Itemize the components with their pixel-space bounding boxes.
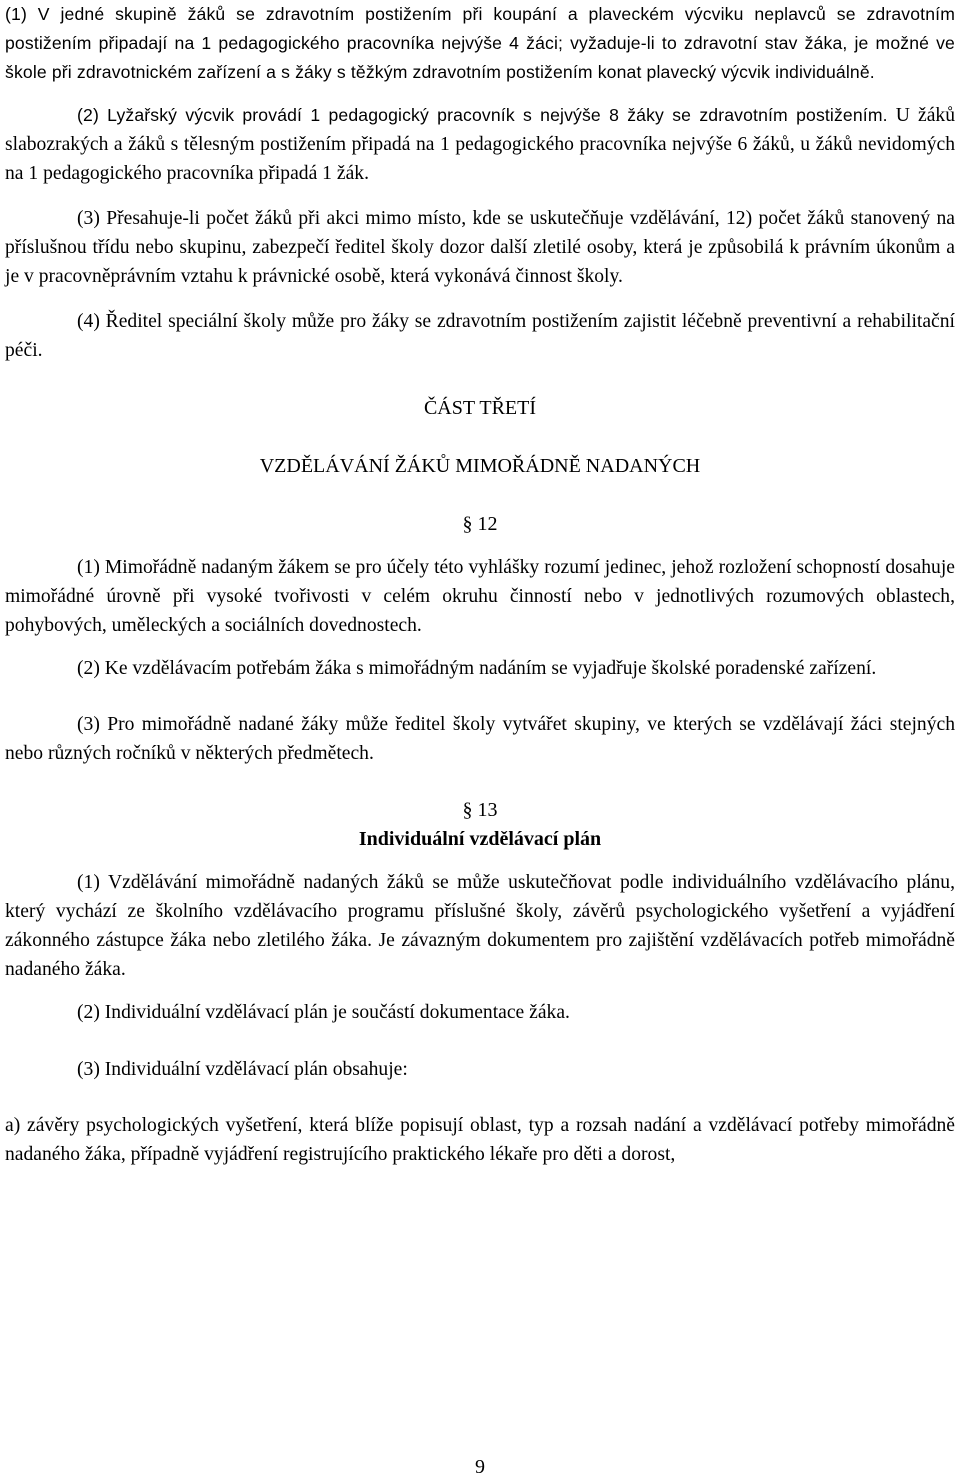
paragraph-11-1-text: V jedné skupině žáků se zdravotním postižením při koupání a plaveckém výcviku neplavců se zdravotním postižením připadají na 1 pedagogického pracovníka nejvýše 4 žáci; vyžaduje-li to zdravotní stav žáka, je možné ve škole při zdravotnickém zařízení a s žáky s těžkým zdravotním postižením konat plavecký výcvik individuálně. — [5, 4, 955, 82]
paragraph-12-3: (3) Pro mimořádně nadané žáky může ředitel školy vytvářet skupiny, ve kterých se vzdělávají žáci stejných nebo různých ročníků v některých předmětech. — [5, 714, 955, 764]
document-page — [5, 0, 955, 1169]
part-title: ČÁST TŘETÍ — [423, 397, 537, 419]
paragraph-11-3: (3) Přesahuje-li počet žáků při akci mimo místo, kde se uskutečňuje vzdělávání, 12) počet žáků stanovený na příslušnou třídu nebo skupinu, zabezpečí ředitel školy dozor další zletilé osoby, která je způsobilá k právním úkonům a je v pracovněprávním vztahu k právnické osobě, která vykonává činnost školy. — [5, 208, 955, 287]
part-subtitle: VZDĚLÁVÁNÍ ŽÁKŮ MIMOŘÁDNĚ NADANÝCH — [259, 455, 701, 477]
paragraph-11-1-label: (1) — [5, 4, 27, 24]
paragraph-11-2 — [5, 101, 955, 188]
paragraph-11-4: (4) Ředitel speciální školy může pro žáky se zdravotním postižením zajistit léčebně preventivní a rehabilitační péči. — [5, 311, 955, 361]
paragraph-12-1: (1) Mimořádně nadaným žákem se pro účely této vyhlášky rozumí jedinec, jehož rozložení schopností dosahuje mimořádné úrovně při vysoké tvořivosti v celém okruhu činností nebo v jednotlivých rozumových oblastech, pohybových, uměleckých a sociálních dovednostech. — [5, 557, 955, 636]
paragraph-11-2-part1: (2) Lyžařský výcvik provádí 1 pedagogický pracovník s nejvýše 8 žáky se zdravotním postižením. — [77, 105, 888, 125]
paragraph-11-1 — [5, 0, 955, 87]
list-item-a: a) závěry psychologických vyšetření, která blíže popisují oblast, typ a rozsah nadání a vzdělávací potřeby mimořádně nadaného žáka, případně vyjádření registrujícího praktického lékaře pro děti a dorost, — [5, 1115, 955, 1165]
paragraph-13-2: (2) Individuální vzdělávací plán je součástí dokumentace žáka. — [77, 1002, 570, 1023]
section-13-heading: § 13 — [462, 799, 498, 821]
paragraph-11-2-part2: U žáků slabozrakých a žáků s tělesným postižením připadá na 1 pedagogického pracovníka nejvýše 6 žáků, u žáků nevidomých na 1 pedagogického pracovníka připadá 1 žák. — [5, 105, 955, 184]
paragraph-13-1: (1) Vzdělávání mimořádně nadaných žáků se může uskutečňovat podle individuálního vzdělávacího plánu, který vychází ze školního vzdělávacího programu příslušné školy, závěrů psychologického vyšetření a vyjádření zákonného zástupce žáka nebo zletilého žáka. Je závazným dokumentem pro zajištění vzdělávacích potřeb mimořádně nadaného žáka. — [5, 872, 955, 980]
section-12-heading: § 12 — [462, 513, 498, 535]
paragraph-13-3: (3) Individuální vzdělávací plán obsahuje: — [77, 1059, 408, 1080]
paragraph-12-2: (2) Ke vzdělávacím potřebám žáka s mimořádným nadáním se vyjadřuje školské poradenské zařízení. — [77, 658, 877, 679]
section-13-title: Individuální vzdělávací plán — [358, 828, 602, 850]
page-number: 9 — [475, 1456, 485, 1478]
